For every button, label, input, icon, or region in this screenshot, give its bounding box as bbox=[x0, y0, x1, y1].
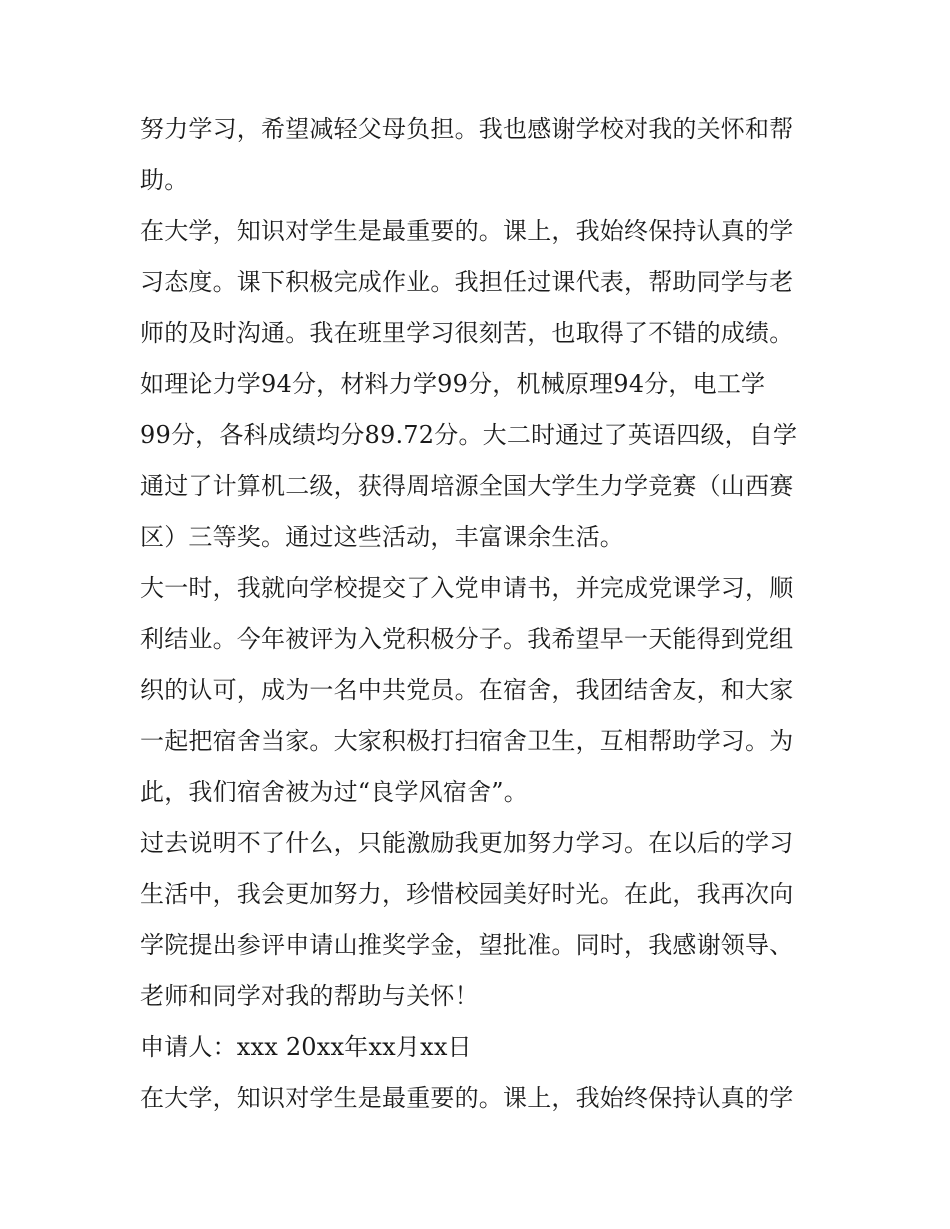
text-line: 一起把宿舍当家。大家积极打扫宿舍卫生，互相帮助学习。为 bbox=[140, 727, 794, 755]
text-line: 生活中，我会更加努力，珍惜校园美好时光。在此，我再次向 bbox=[140, 880, 794, 908]
text-line: 利结业。今年被评为入党积极分子。我希望早一天能得到党组 bbox=[140, 625, 794, 653]
text-line: 如理论力学94分，材料力学99分，机械原理94分，电工学 bbox=[140, 370, 766, 398]
text-line: 师的及时沟通。我在班里学习很刻苦，也取得了不错的成绩。 bbox=[140, 319, 794, 347]
text-line: 助。 bbox=[140, 166, 189, 194]
document-body bbox=[140, 104, 820, 1124]
text-line: 学院提出参评申请山推奖学金，望批准。同时，我感谢领导、 bbox=[140, 931, 794, 959]
text-line: 通过了计算机二级，获得周培源全国大学生力学竞赛（山西赛 bbox=[140, 472, 794, 500]
text-line: 在大学，知识对学生是最重要的。课上，我始终保持认真的学 bbox=[140, 217, 794, 245]
text-line: 过去说明不了什么，只能激励我更加努力学习。在以后的学习 bbox=[140, 829, 794, 857]
text-line: 习态度。课下积极完成作业。我担任过课代表，帮助同学与老 bbox=[140, 268, 794, 296]
text-line: 在大学，知识对学生是最重要的。课上，我始终保持认真的学 bbox=[140, 1084, 794, 1112]
signature-line: 申请人：xxx 20xx年xx月xx日 bbox=[140, 1033, 472, 1061]
text-line: 老师和同学对我的帮助与关怀！ bbox=[140, 982, 479, 1010]
text-line: 区）三等奖。通过这些活动，丰富课余生活。 bbox=[140, 523, 624, 551]
text-line: 99分，各科成绩均分89.72分。大二时通过了英语四级，自学 bbox=[140, 421, 798, 449]
text-line: 织的认可，成为一名中共党员。在宿舍，我团结舍友，和大家 bbox=[140, 676, 794, 704]
text-line: 大一时，我就向学校提交了入党申请书，并完成党课学习，顺 bbox=[140, 574, 794, 602]
text-line: 努力学习，希望减轻父母负担。我也感谢学校对我的关怀和帮 bbox=[140, 115, 794, 143]
text-line: 此，我们宿舍被为过“良学风宿舍”。 bbox=[140, 778, 528, 806]
